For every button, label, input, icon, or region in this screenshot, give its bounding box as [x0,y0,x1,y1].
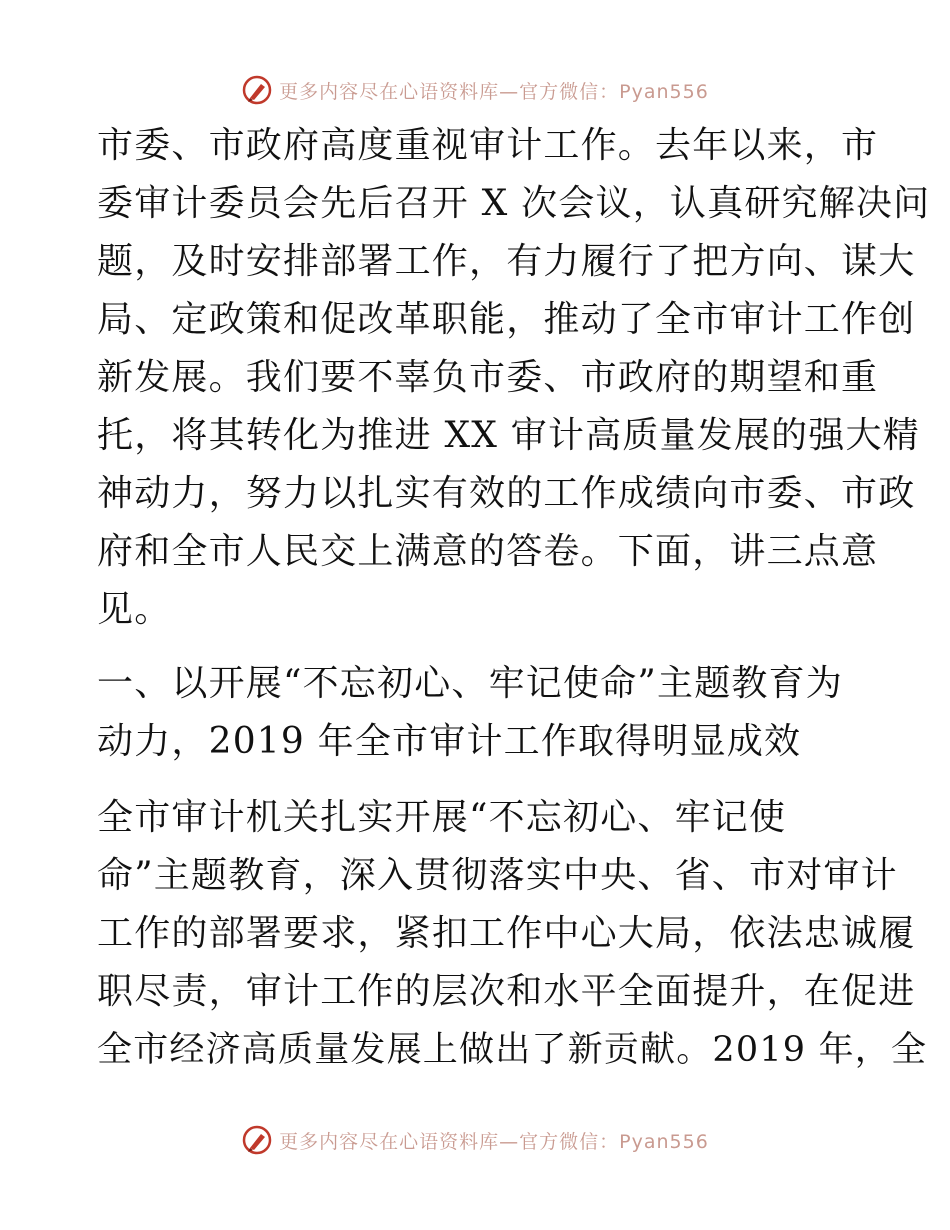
text-line: 神动力，努力以扎实有效的工作成绩向市委、市政 [97,473,916,514]
text-line: 委审计委员会先后召开 X 次会议，认真研究解决问 [97,183,931,224]
text-line: 见。 [97,589,172,630]
watermark-text: 更多内容尽在心语资料库—官方微信：Pyan556 [279,80,709,103]
text-line: 题，及时安排部署工作，有力履行了把方向、谋大 [97,241,916,282]
watermark-text: 更多内容尽在心语资料库—官方微信：Pyan556 [279,1130,709,1153]
text-line: 全市审计机关扎实开展“不忘初心、牢记使 [97,797,787,838]
section-heading-line: 动力，2019 年全市审计工作取得明显成效 [97,721,802,762]
text-line: 市委、市政府高度重视审计工作。去年以来，市 [97,125,879,166]
text-line: 工作的部署要求，紧扣工作中心大局，依法忠诚履 [97,913,916,954]
text-line: 命”主题教育，深入贯彻落实中央、省、市对审计 [97,855,898,896]
text-line: 全市经济高质量发展上做出了新贡献。2019 年，全 [97,1030,928,1070]
section-heading-line: 一、以开展“不忘初心、牢记使命”主题教育为 [97,663,844,704]
text-line: 托，将其转化为推进 XX 审计高质量发展的强大精 [97,415,920,456]
pen-logo-icon [241,1124,273,1156]
text-line: 新发展。我们要不辜负市委、市政府的期望和重 [97,357,879,398]
text-line: 局、定政策和促改革职能，推动了全市审计工作创 [97,299,916,340]
text-line: 职尽责，审计工作的层次和水平全面提升，在促进 [97,971,916,1012]
text-line: 府和全市人民交上满意的答卷。下面，讲三点意 [97,531,879,572]
watermark-banner-bottom [0,1122,950,1158]
